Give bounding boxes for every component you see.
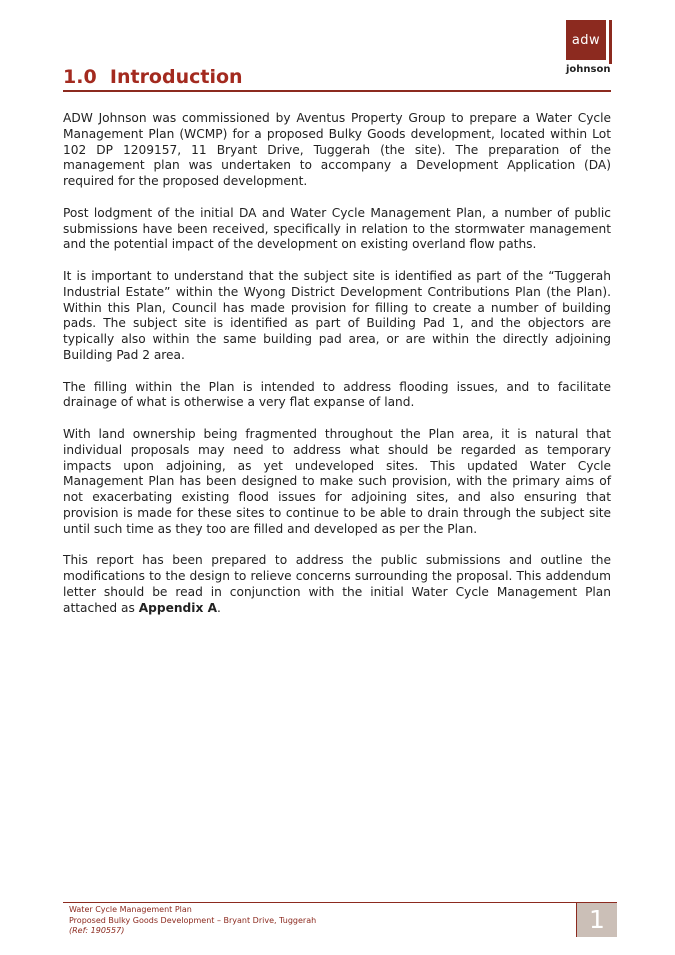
- section-heading: 1.0 Introduction: [63, 66, 243, 88]
- logo-subtext: johnson: [566, 64, 611, 75]
- page-number: 1: [589, 905, 605, 934]
- logo-bar: [609, 20, 612, 64]
- paragraph-6-end: .: [217, 600, 221, 615]
- appendix-reference: Appendix A: [138, 600, 217, 615]
- company-logo: [562, 20, 614, 78]
- paragraph-1: ADW Johnson was commissioned by Aventus Property Group to prepare a Water Cycle Management Plan (WCMP) for a proposed Bulky Goods development, located within Lot 102 DP 1209157, 11 Bryant Drive, Tuggerah (the site). The preparation of the management plan was undertaken to accompany a Development Application (DA) required for the proposed development.: [63, 111, 611, 189]
- paragraph-4: The filling within the Plan is intended to address flooding issues, and to facilitate drainage of what is otherwise a very flat expanse of land.: [63, 379, 611, 410]
- heading-divider: [63, 90, 611, 92]
- footer-project: Proposed Bulky Goods Development – Bryant Drive, Tuggerah: [69, 915, 317, 925]
- logo-text: adw: [571, 33, 601, 48]
- logo-box: [566, 20, 606, 60]
- footer-doc-title: Water Cycle Management Plan: [69, 905, 192, 914]
- footer: [69, 905, 316, 937]
- footer-reference: (Ref: 190557): [69, 926, 125, 935]
- document-body: [63, 111, 611, 632]
- page-number-box: [577, 903, 617, 937]
- paragraph-6-text: This report has been prepared to address the public submissions and outline the modifications to the design to relieve concerns surrounding the proposal. This addendum letter should be read in conjunction with the initial Water Cycle Management Plan attached as: [63, 553, 611, 615]
- footer-divider: [63, 902, 617, 903]
- paragraph-5: With land ownership being fragmented throughout the Plan area, it is natural that individual proposals may need to address what should be regarded as temporary impacts upon adjoining, as yet undeveloped sites. This updated Water Cycle Management Plan has been designed to make such provision, with the primary aims of not exacerbating existing flood issues for adjoining sites, and also ensuring that provision is made for these sites to continue to be able to drain through the subject site until such time as they too are filled and developed as per the Plan.: [63, 426, 611, 536]
- paragraph-2: Post lodgment of the initial DA and Water Cycle Management Plan, a number of public submissions have been received, specifically in relation to the stormwater management and the potential impact of the development on existing overland flow paths.: [63, 205, 611, 252]
- paragraph-6: [63, 553, 611, 616]
- paragraph-3: It is important to understand that the subject site is identified as part of the “Tuggerah Industrial Estate” within the Wyong District Development Contributions Plan (the Plan). Within this Plan, Council has made provision for filling to create a number of building pads. The subject site is identified as part of Building Pad 1, and the objectors are typically also within the same building pad area, or are within the directly adjoining Building Pad 2 area.: [63, 268, 611, 362]
